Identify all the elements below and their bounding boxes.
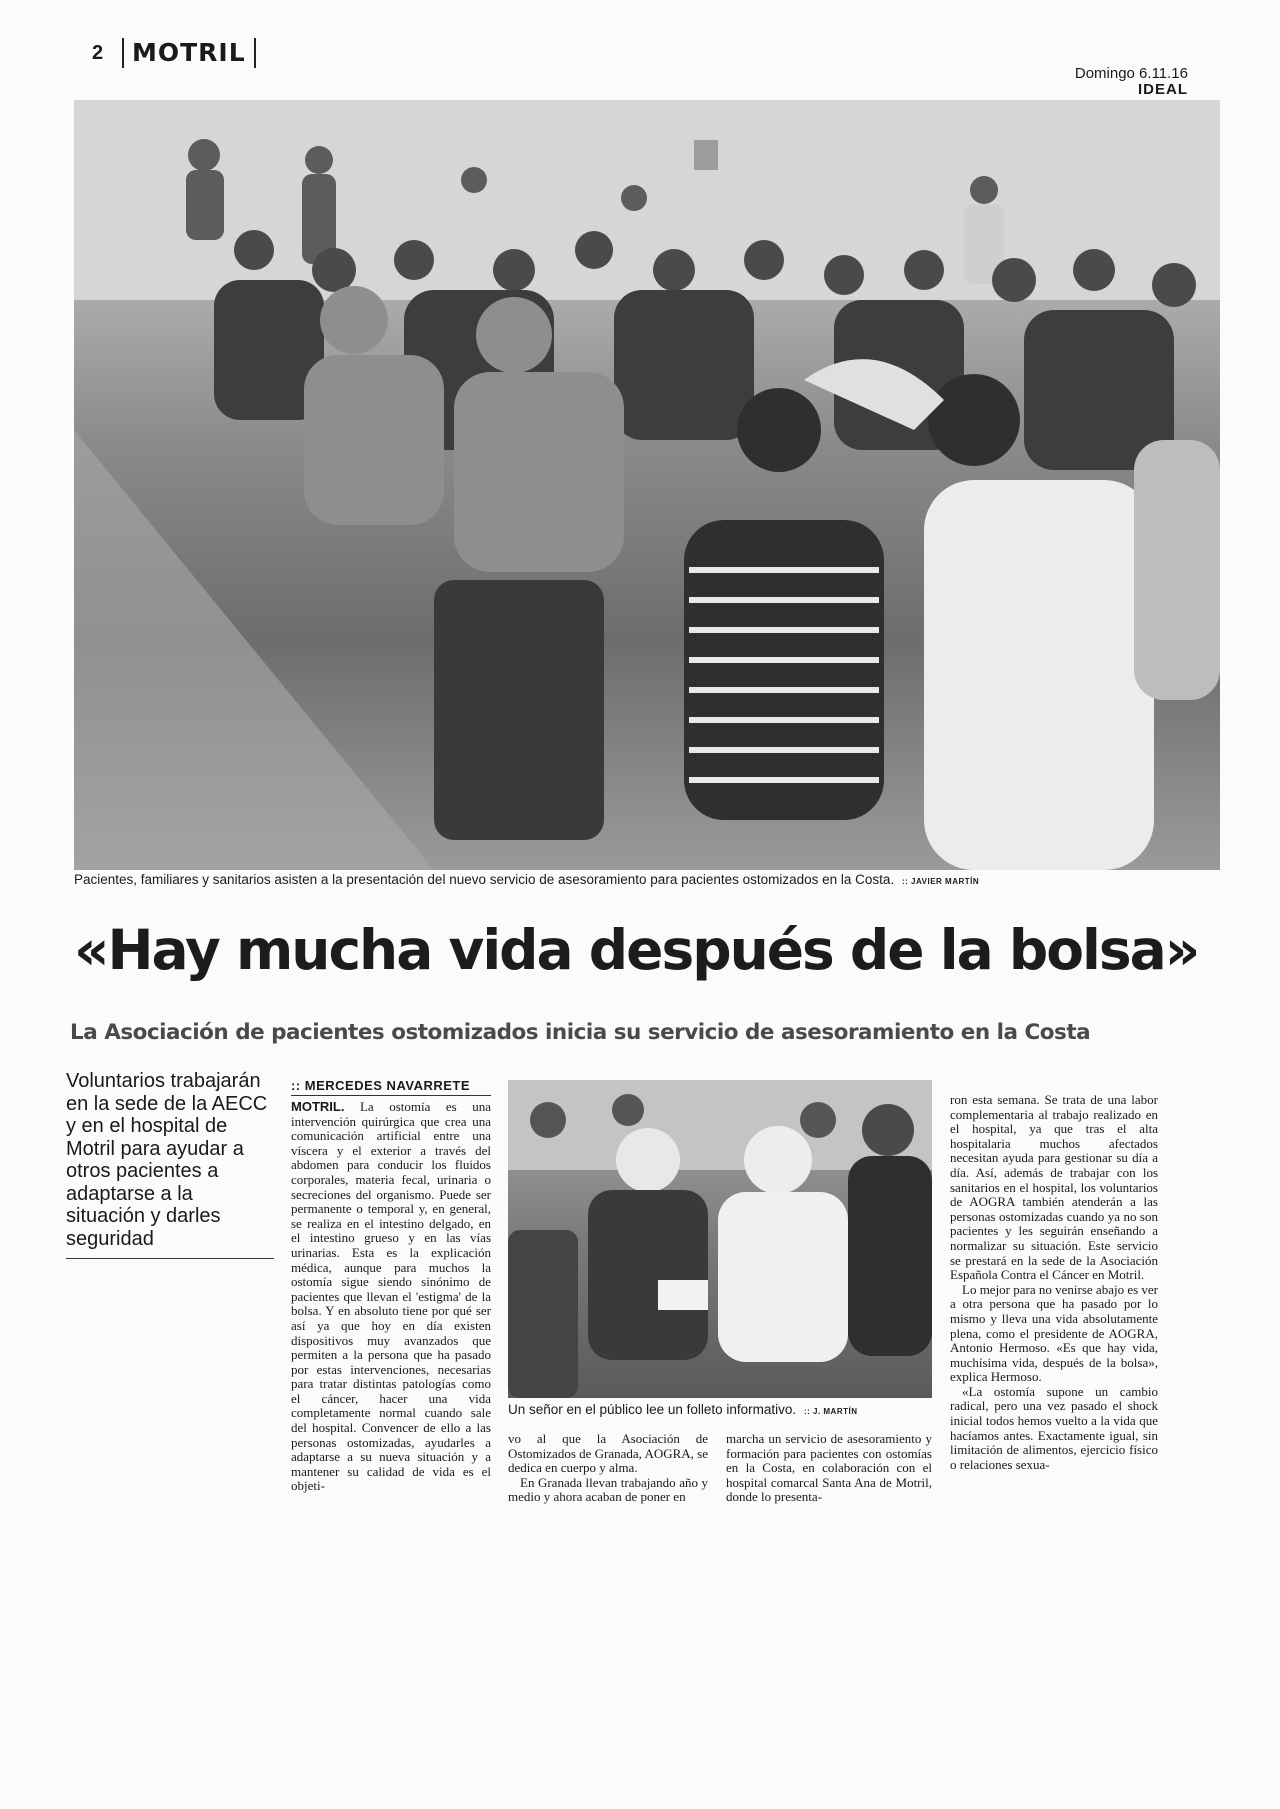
article-column-4 bbox=[950, 1093, 1158, 1553]
article-paragraph: marcha un servicio de asesoramiento y formación para pacientes con ostomías en la Costa, en colaboración con el hospital comarcal Santa Ana de Motril, donde lo presenta- bbox=[726, 1431, 932, 1505]
issue-date-block bbox=[1075, 66, 1188, 98]
article-paragraph: «La ostomía supone un cambio radical, pero una vez pasado el shock inicial todos hemos vuelto a la vida que hacíamos antes. Exactamente igual, sin limitación de alimentos, ejercicio físico o relaciones sexua- bbox=[950, 1383, 1158, 1472]
audience-illustration bbox=[74, 100, 1220, 870]
secondary-photo-caption bbox=[508, 1402, 932, 1417]
secondary-photo-caption-text: Un señor en el público lee un folleto informativo. bbox=[508, 1402, 797, 1417]
article-paragraph bbox=[291, 1100, 491, 1494]
article-paragraph: Lo mejor para no venirse abajo es ver a otra persona que ha pasado por lo mismo y lleva una vida absolutamente plena, como el presidente de AOGRA, Antonio Hermoso. «Es que hay vida, muchísima vida, después de la bolsa», explica Hermoso. bbox=[950, 1281, 1159, 1385]
main-photo-caption bbox=[74, 872, 1220, 890]
secondary-photo bbox=[508, 1080, 932, 1398]
page-number: 2 bbox=[92, 42, 104, 64]
dateline: MOTRIL. bbox=[291, 1099, 345, 1114]
article-paragraph: ron esta semana. Se trata de una labor complementaria al trabajo realizado en el hospital, ya que tras el alta hospitalaria muchos afectados necesitan ayuda para gestionar su día a día. Así, además de trabajar con los sanitarios en el hospital, los voluntarios de AOGRA también atenderán a las personas ostomizadas cuando ya no son pacientes y les seguirán enseñando a normalizar su situación. Este servicio se prestará en la sede de la Asociación Española Contra el Cáncer en Motril. bbox=[950, 1092, 1158, 1283]
section-name: MOTRIL bbox=[122, 38, 256, 68]
byline: :: MERCEDES NAVARRETE bbox=[291, 1078, 491, 1096]
subheadline: La Asociación de pacientes ostomizados inicia su servicio de asesoramiento en la Costa bbox=[70, 1020, 1091, 1045]
article-paragraph-text: La ostomía es una intervención quirúrgica que crea una comunicación artificial entre una víscera y el exterior a través del abdomen para conducir los fluidos corporales, materia fecal, urinaria o secreciones del organismo. Puede ser permanente o temporal y, en general, se realiza en el intestino delgado, en el intestino grueso y en las vías urinarias. Esta es la explicación médica, aunque para muchos la ostomía sigue siendo sinónimo de pacientes que llevan el 'estigma' de la bolsa. Y en absoluto tiene por qué ser así ya que hoy en día existen dispositivos muy avanzados que permiten a la persona que ha pasado por estas intervenciones, necesarias para tratar distintas patologías como el cáncer, hacer una vida completamente normal cuando sale del hospital. Convencer de ello a las personas ostomizadas, ayudarles a adaptarse a su nueva situación y a mantener su calidad de vida es el objeti- bbox=[291, 1099, 492, 1494]
main-photo-credit: :: JAVIER MARTÍN bbox=[901, 877, 980, 886]
secondary-photo-credit: :: J. MARTÍN bbox=[803, 1407, 858, 1416]
article-column-3 bbox=[726, 1432, 932, 1552]
headline: «Hay mucha vida después de la bolsa» bbox=[74, 918, 1199, 982]
newspaper-name: IDEAL bbox=[1138, 81, 1188, 98]
article-column-1 bbox=[291, 1099, 492, 1494]
article-paragraph: vo al que la Asociación de Ostomizados de Granada, AOGRA, se dedica en cuerpo y alma. bbox=[508, 1431, 709, 1476]
article-column-2 bbox=[508, 1432, 708, 1552]
main-photo bbox=[74, 100, 1220, 870]
issue-date: Domingo 6.11.16 bbox=[1074, 65, 1188, 82]
article-paragraph: En Granada llevan trabajando año y medio y ahora acaban de poner en bbox=[508, 1474, 708, 1505]
reader-illustration bbox=[508, 1080, 932, 1398]
main-photo-caption-text: Pacientes, familiares y sanitarios asisten a la presentación del nuevo servicio de asesoramiento para pacientes ostomizados en la Costa. bbox=[74, 872, 895, 887]
lead-paragraph: Voluntarios trabajarán en la sede de la AECC y en el hospital de Motril para ayudar a otros pacientes a adaptarse a la situación y darles seguridad bbox=[66, 1070, 274, 1259]
